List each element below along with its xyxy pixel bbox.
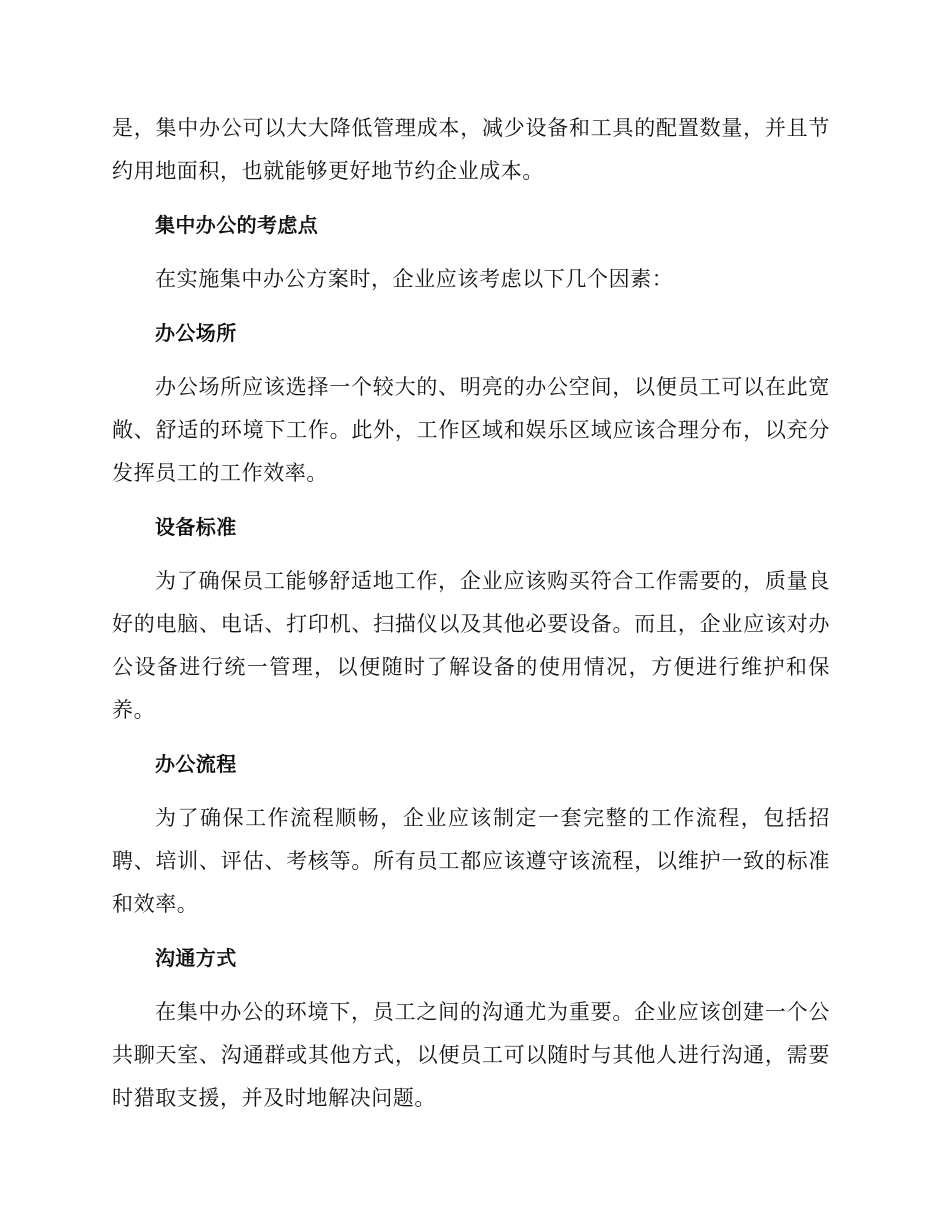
factor-body-equipment: 为了确保员工能够舒适地工作，企业应该购买符合工作需要的，质量良好的电脑、电话、打印机、扫描仪以及其他必要设备。而且，企业应该对办公设备进行统一管理，以便随时了解设备的使用情况，方便进行维护和保养。 [112, 569, 830, 722]
spacer [112, 549, 830, 560]
spacer [112, 247, 830, 258]
intro-continued-paragraph: 是，集中办公可以大大降低管理成本，减少设备和工具的配置数量，并且节约用地面积，也就能够更好地节约企业成本。 [112, 116, 830, 183]
factor-body-workflow: 为了确保工作流程顺畅，企业应该制定一套完整的工作流程，包括招聘、培训、评估、考核等。所有员工都应该遵守该流程，以维护一致的标准和效率。 [112, 806, 830, 916]
spacer [112, 495, 830, 506]
factor-heading-communication: 沟通方式 [155, 946, 237, 970]
section-intro-paragraph: 在实施集中办公方案时，企业应该考虑以下几个因素： [155, 267, 674, 291]
spacer [112, 926, 830, 937]
factor-body-office-space: 办公场所应该选择一个较大的、明亮的办公空间，以便员工可以在此宽敞、舒适的环境下工作。此外，工作区域和娱乐区域应该合理分布，以充分发挥员工的工作效率。 [112, 375, 830, 485]
document-body [112, 107, 830, 1120]
factor-heading-office-space: 办公场所 [155, 321, 237, 345]
factor-heading-workflow: 办公流程 [155, 752, 237, 776]
spacer [112, 355, 830, 366]
spacer [112, 980, 830, 991]
factor-heading-equipment: 设备标准 [155, 515, 237, 539]
spacer [112, 193, 830, 204]
spacer [112, 786, 830, 797]
spacer [112, 732, 830, 743]
spacer [112, 301, 830, 312]
factor-body-communication: 在集中办公的环境下，员工之间的沟通尤为重要。企业应该创建一个公共聊天室、沟通群或其他方式，以便员工可以随时与其他人进行沟通，需要时猎取支援，并及时地解决问题。 [112, 1000, 830, 1110]
section-title: 集中办公的考虑点 [155, 213, 319, 237]
